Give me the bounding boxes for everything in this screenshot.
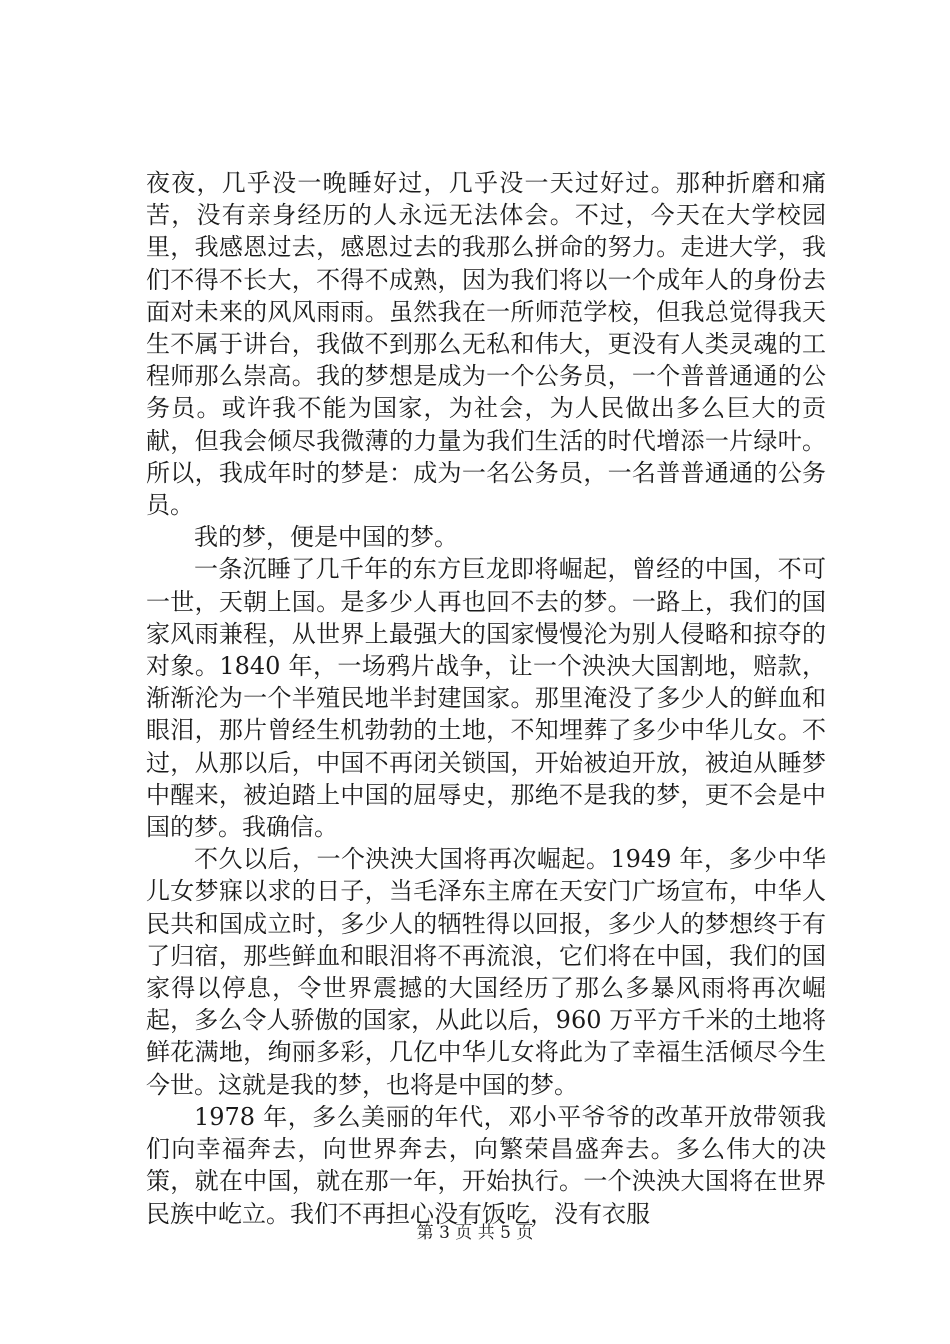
page-number-footer: 第 3 页 共 5 页	[416, 1223, 534, 1243]
paragraph: 夜夜，几乎没一晚睡好过，几乎没一天过好过。那种折磨和痛苦，没有亲身经历的人永远无法体会。不过，今天在大学校园里，我感恩过去，感恩过去的我那么拼命的努力。走进大学，我们不得不长大，不得不成熟，因为我们将以一个成年人的身份去面对未来的风风雨雨。虽然我在一所师范学校，但我总觉得我天生不属于讲台，我做不到那么无私和伟大，更没有人类灵魂的工程师那么崇高。我的梦想是成为一个公务员，一个普普通通的公务员。或许我不能为国家，为社会，为人民做出多么巨大的贡献，但我会倾尽我微薄的力量为我们生活的时代增添一片绿叶。所以，我成年时的梦是：成为一名公务员，一名普普通通的公务员。	[146, 169, 826, 520]
paragraph: 1978 年，多么美丽的年代，邓小平爷爷的改革开放带领我们向幸福奔去，向世界奔去，向繁荣昌盛奔去。多么伟大的决策，就在中国，就在那一年，开始执行。一个泱泱大国将在世界民族中屹立。我们不再担心没有饭吃，没有衣服	[146, 1102, 826, 1228]
document-body	[146, 167, 826, 1230]
paragraph: 一条沉睡了几千年的东方巨龙即将崛起，曾经的中国，不可一世，天朝上国。是多少人再也回不去的梦。一路上，我们的国家风雨兼程，从世界上最强大的国家慢慢沦为别人侵略和掠夺的对象。1840 年，一场鸦片战争，让一个泱泱大国割地，赔款，渐渐沦为一个半殖民地半封建国家。那里淹没了多少人的鲜血和眼泪，那片曾经生机勃勃的土地，不知埋葬了多少中华儿女。不过，从那以后，中国不再闭关锁国，开始被迫开放，被迫从睡梦中醒来，被迫踏上中国的屈辱史，那绝不是我的梦，更不会是中国的梦。我确信。	[146, 555, 826, 842]
paragraph: 不久以后，一个泱泱大国将再次崛起。1949 年，多少中华儿女梦寐以求的日子，当毛泽东主席在天安门广场宣布，中华人民共和国成立时，多少人的牺牲得以回报，多少人的梦想终于有了归宿，那些鲜血和眼泪将不再流浪，它们将在中国，我们的国家得以停息，令世界震撼的大国经历了那么多暴风雨将再次崛起，多么令人骄傲的国家，从此以后，960 万平方千米的土地将鲜花满地，绚丽多彩，几亿中华儿女将此为了幸福生活倾尽今生今世。这就是我的梦，也将是中国的梦。	[146, 845, 826, 1099]
paragraph: 我的梦，便是中国的梦。	[194, 523, 458, 552]
